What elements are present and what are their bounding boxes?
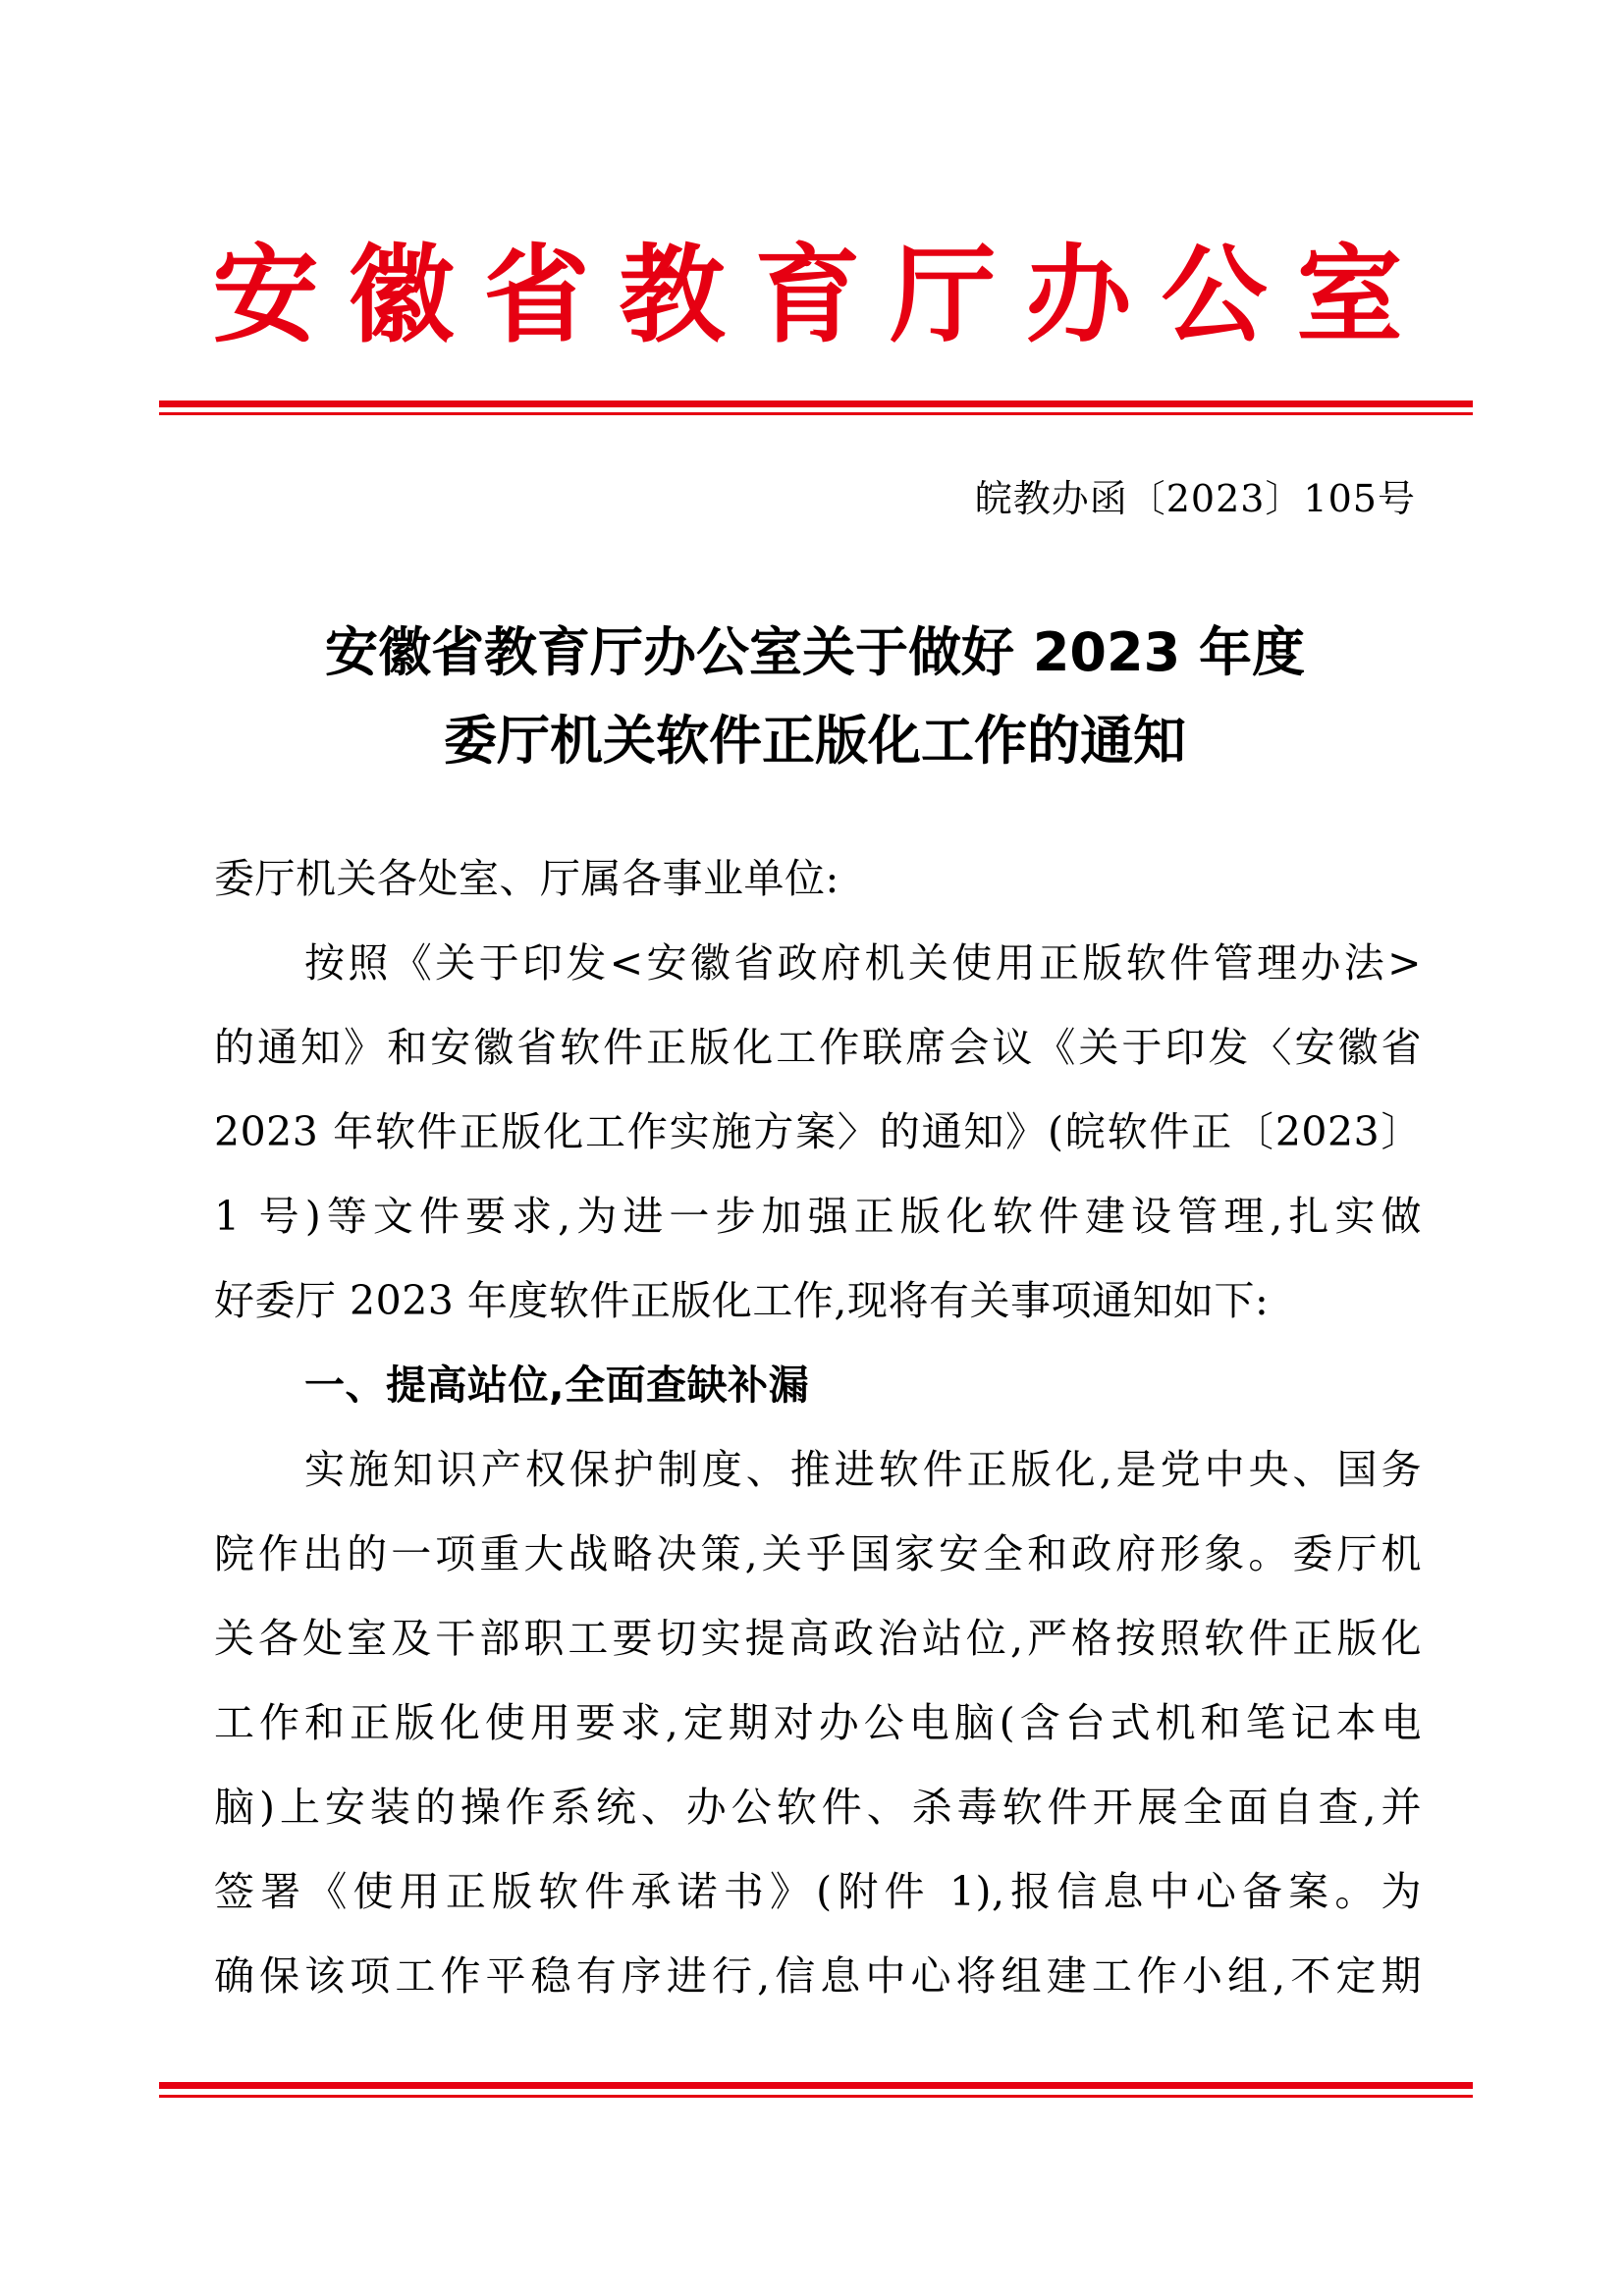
paragraph-2-line: 实施知识产权保护制度、推进软件正版化,是党中央、国务: [304, 1446, 1422, 1493]
paragraph-2-line: 脑)上安装的操作系统、办公软件、杀毒软件开展全面自查,并: [214, 1784, 1422, 1831]
header-rule-thin: [159, 412, 1473, 415]
footer-rule-thick: [159, 2082, 1473, 2089]
paragraph-1-line: 按照《关于印发<安徽省政府机关使用正版软件管理办法>: [304, 939, 1422, 987]
paragraph-1-line: 好委厅 2023 年度软件正版化工作,现将有关事项通知如下:: [214, 1277, 1270, 1324]
section-heading-1: 一、提高站位,全面查缺补漏: [304, 1362, 810, 1409]
document-title: [157, 609, 1473, 785]
document-title-line-2: 委厅机关软件正版化工作的通知: [444, 710, 1186, 772]
document-body: [214, 836, 1422, 2018]
paragraph-2-line: 工作和正版化使用要求,定期对办公电脑(含台式机和笔记本电: [214, 1699, 1422, 1746]
salutation: 委厅机关各处室、厅属各事业单位:: [214, 855, 839, 902]
paragraph-2-line: 确保该项工作平稳有序进行,信息中心将组建工作小组,不定期: [214, 1952, 1422, 2000]
footer-rule-thin: [159, 2095, 1473, 2098]
document-number: 皖教办函〔2023〕105号: [974, 477, 1416, 520]
paragraph-2-line: 院作出的一项重大战略决策,关乎国家安全和政府形象。委厅机: [214, 1530, 1422, 1577]
paragraph-2-line: 关各处室及干部职工要切实提高政治站位,严格按照软件正版化: [214, 1615, 1422, 1662]
paragraph-2-line: 签署《使用正版软件承诺书》(附件 1),报信息中心备案。为: [214, 1868, 1422, 1915]
header-rule-thick: [159, 400, 1473, 407]
paragraph-1-line: 的通知》和安徽省软件正版化工作联席会议《关于印发〈安徽省: [214, 1024, 1422, 1071]
paragraph-1-line: 1 号)等文件要求,为进一步加强正版化软件建设管理,扎实做: [214, 1193, 1422, 1240]
issuer-title: 安徽省教育厅办公室: [212, 235, 1433, 357]
paragraph-1-line: 2023 年软件正版化工作实施方案〉的通知》(皖软件正〔2023〕: [214, 1108, 1422, 1155]
document-title-line-1: 安徽省教育厅办公室关于做好 2023 年度: [325, 621, 1305, 683]
